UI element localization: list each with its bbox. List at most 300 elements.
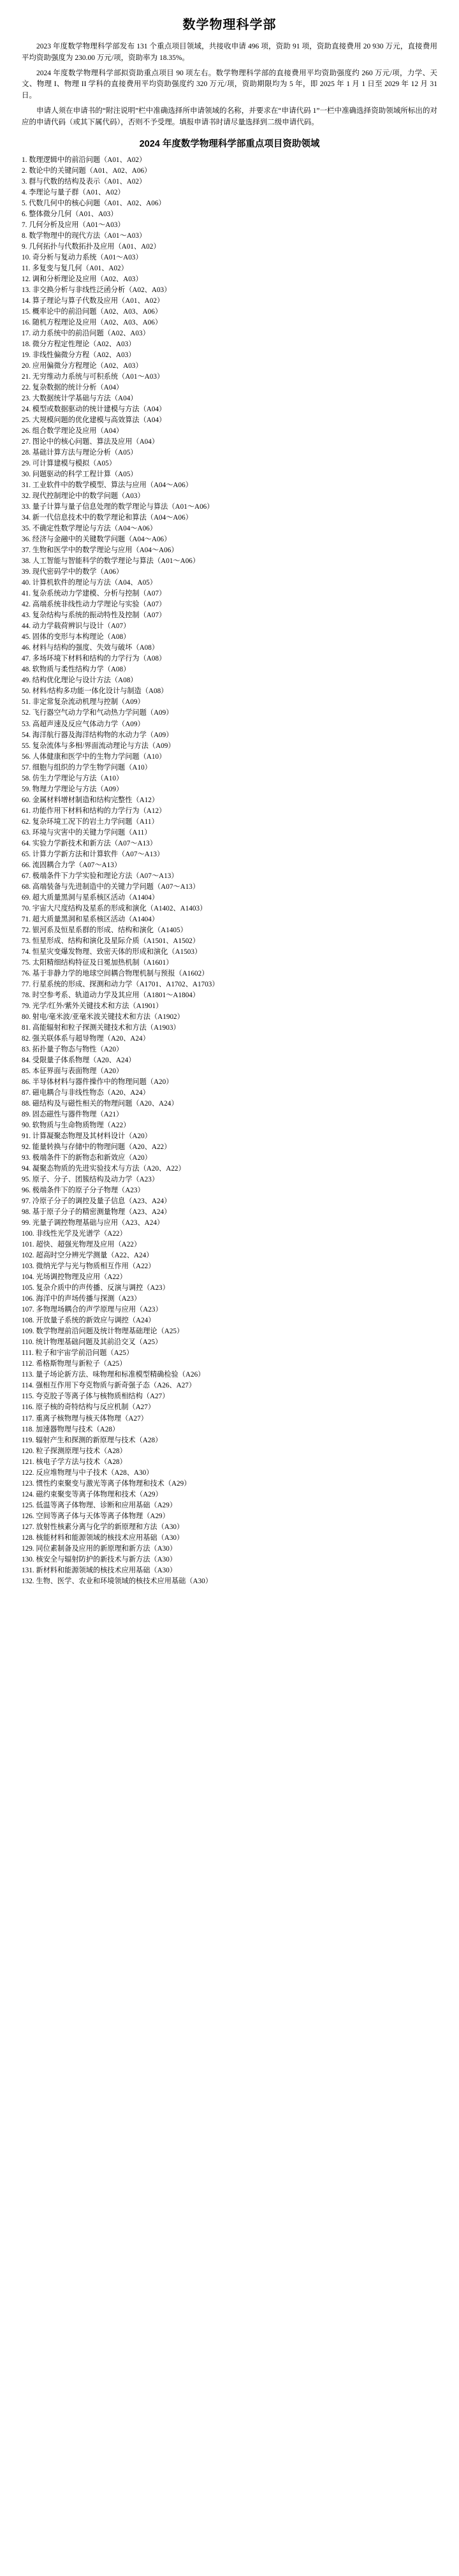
- list-item-label: 复杂结构与系统的振动特性及控制（A07）: [32, 611, 166, 620]
- list-item: [22, 1142, 437, 1153]
- list-item: [22, 578, 437, 589]
- list-item-label: 核电子学方法与技术（A28）: [36, 1458, 127, 1466]
- list-item: [22, 1218, 437, 1229]
- list-item-number: 107.: [22, 1306, 34, 1314]
- list-item: [22, 643, 437, 654]
- list-item-label: 固体的变形与本构理论（A08）: [32, 633, 131, 641]
- list-item: [22, 1109, 437, 1120]
- list-item-number: 33.: [22, 503, 31, 511]
- list-item-number: 42.: [22, 601, 31, 609]
- list-item: [22, 1023, 437, 1034]
- list-item: [22, 1185, 437, 1196]
- list-item: [22, 719, 437, 730]
- list-item-number: 67.: [22, 872, 31, 880]
- list-item-label: 极端条件下力学实验和理论方法（A07～A13）: [32, 872, 178, 880]
- list-item: [22, 1175, 437, 1185]
- list-item-number: 112.: [22, 1360, 34, 1368]
- list-item-number: 69.: [22, 893, 31, 902]
- list-item: [22, 296, 437, 307]
- list-item-number: 14.: [22, 296, 31, 305]
- list-item: [22, 155, 437, 166]
- list-item-number: 30.: [22, 471, 31, 479]
- list-item-number: 56.: [22, 752, 31, 761]
- list-item: [22, 589, 437, 599]
- list-item-number: 111.: [22, 1349, 34, 1358]
- list-item-label: 无穷维动力系统与可积系统（A01～A03）: [32, 373, 164, 381]
- list-item: [22, 252, 437, 263]
- list-item-number: 35.: [22, 525, 31, 533]
- list-item-number: 77.: [22, 980, 31, 988]
- list-item-number: 121.: [22, 1458, 34, 1466]
- list-item-number: 132.: [22, 1577, 34, 1585]
- list-item-number: 7.: [22, 221, 27, 229]
- list-item-number: 41.: [22, 590, 31, 598]
- list-item: [22, 242, 437, 252]
- intro-paragraph-2: 2024 年度数学物理科学部拟资助重点项目 90 项左右。数学物理科学部的直接费用平均资助强度约 260 万元/项，力学、天文、物理 I、物理 II 学科的直接费用平均资助强度约 320 万元/项，资助期限均为 5 年，即 2025 年 1 月 1 日至 2029 年 12 月 31 日。: [22, 69, 437, 100]
- list-item-label: 计算力学新方法和计算软件（A07～A13）: [32, 850, 164, 858]
- list-item-number: 108.: [22, 1317, 34, 1325]
- list-item-number: 39.: [22, 568, 31, 576]
- list-item-label: 恒星形成、结构和演化及星际介质（A1501、A1502）: [32, 937, 200, 945]
- list-item-number: 128.: [22, 1533, 34, 1542]
- list-item-number: 25.: [22, 416, 31, 425]
- list-item-number: 104.: [22, 1273, 34, 1282]
- list-item-label: 光场调控物理及应用（A22）: [36, 1273, 127, 1282]
- list-item-label: 实验力学新技术和新方法（A07～A13）: [32, 839, 157, 847]
- list-item-label: 光量子调控物理基础与应用（A23、A24）: [32, 1219, 164, 1227]
- list-item: [22, 1055, 437, 1066]
- list-item: [22, 534, 437, 545]
- list-item-label: 多复变与复几何（A01、A02）: [32, 264, 128, 272]
- list-item-label: 超快、超强光物理及应用（A22）: [36, 1241, 142, 1249]
- list-item-label: 高超声速及反应气体动力学（A09）: [32, 720, 145, 728]
- list-item: [22, 372, 437, 383]
- list-item-number: 110.: [22, 1338, 34, 1347]
- list-item: [22, 1500, 437, 1511]
- list-item-number: 115.: [22, 1393, 34, 1401]
- list-item-label: 飞行器空气动力学和气动热力学问题（A09）: [32, 709, 173, 717]
- list-item-label: 计算凝聚态物理及其材料设计（A20）: [32, 1132, 152, 1141]
- list-item: [22, 1315, 437, 1326]
- list-item-label: 恒星灾变爆发物理、致密天体的形成和演化（A1503）: [32, 948, 202, 956]
- list-item: [22, 1294, 437, 1305]
- list-item-number: 96.: [22, 1187, 31, 1195]
- list-item-label: 夸克胶子等离子体与核物质相结构（A27）: [35, 1393, 170, 1401]
- list-item-number: 60.: [22, 796, 31, 804]
- list-item-label: 几何拓扑与代数拓扑及应用（A01、A02）: [29, 242, 161, 251]
- list-item: [22, 1044, 437, 1055]
- list-item-number: 38.: [22, 557, 31, 566]
- list-item: [22, 339, 437, 350]
- list-item-number: 11.: [22, 264, 31, 272]
- list-item-number: 34.: [22, 514, 31, 522]
- list-item-number: 32.: [22, 492, 31, 501]
- list-item: [22, 1522, 437, 1533]
- list-item-label: 人体健康和医学中的生物力学问题（A10）: [32, 752, 166, 761]
- list-item: [22, 1468, 437, 1479]
- list-item-label: 材料/结构多功能一体化设计与制造（A08）: [32, 687, 168, 696]
- list-item: [22, 448, 437, 458]
- list-item: [22, 664, 437, 675]
- list-item-number: 50.: [22, 687, 31, 696]
- list-item: [22, 838, 437, 849]
- list-item-number: 54.: [22, 731, 31, 739]
- list-item-number: 29.: [22, 460, 31, 468]
- list-item-number: 109.: [22, 1328, 34, 1336]
- list-item: [22, 1283, 437, 1294]
- list-item-label: 强相互作用下夸克物质与新奇强子态（A26、A27）: [35, 1382, 196, 1390]
- list-item-label: 问题驱动的科学工程计算（A05）: [32, 471, 138, 479]
- list-item-number: 85.: [22, 1067, 31, 1075]
- list-item-label: 多场环境下材料和结构的力学行为（A08）: [32, 655, 166, 663]
- list-item-number: 102.: [22, 1252, 34, 1260]
- list-item-label: 数论中的关键问题（A01、A02、A06）: [29, 166, 152, 175]
- list-item: [22, 1196, 437, 1207]
- list-item: [22, 177, 437, 187]
- list-item-number: 105.: [22, 1284, 34, 1292]
- list-item-number: 16.: [22, 318, 31, 326]
- list-item-label: 固态磁性与器件物理（A21）: [32, 1111, 124, 1119]
- list-item-number: 129.: [22, 1544, 34, 1553]
- list-item-label: 原子核的奇特结构与反应机制（A27）: [35, 1403, 156, 1412]
- list-item: [22, 1402, 437, 1413]
- list-item-number: 23.: [22, 395, 31, 403]
- list-item-label: 惯性约束聚变与激光等离子体物理和技术（A29）: [36, 1479, 191, 1488]
- list-item-number: 81.: [22, 1023, 31, 1032]
- list-item: [22, 773, 437, 784]
- list-item-number: 58.: [22, 774, 31, 782]
- list-item-number: 86.: [22, 1078, 31, 1087]
- list-item-number: 127.: [22, 1523, 34, 1531]
- list-item-number: 131.: [22, 1566, 34, 1574]
- list-item: [22, 469, 437, 480]
- list-item: [22, 198, 437, 209]
- list-item: [22, 1359, 437, 1370]
- list-item-label: 群与代数的结构及表示（A01、A02）: [29, 177, 147, 186]
- list-item: [22, 1034, 437, 1044]
- list-item-number: 44.: [22, 622, 31, 631]
- list-item-label: 多物理场耦合的声学原理与应用（A23）: [36, 1306, 163, 1314]
- list-item-number: 79.: [22, 1002, 31, 1010]
- list-item-number: 28.: [22, 449, 31, 457]
- list-item-number: 130.: [22, 1555, 34, 1563]
- list-item: [22, 1555, 437, 1565]
- list-item: [22, 849, 437, 860]
- list-item: [22, 1207, 437, 1218]
- list-item-number: 22.: [22, 384, 31, 392]
- list-item-label: 超大质量黑洞和星系核区活动（A1404）: [32, 915, 159, 923]
- list-item: [22, 806, 437, 817]
- list-item-number: 61.: [22, 807, 31, 815]
- list-item-label: 核能材料和能源领域的核技术应用基础（A30）: [36, 1533, 184, 1542]
- list-item: [22, 599, 437, 610]
- list-item-number: 89.: [22, 1111, 31, 1119]
- list-item-label: 李理论与量子群（A01、A02）: [29, 188, 125, 196]
- list-item-label: 海洋航行器及海洋结构物的水动力学（A09）: [32, 731, 173, 739]
- list-item-label: 粒子探测原理与技术（A28）: [36, 1447, 127, 1455]
- list-item-number: 74.: [22, 948, 31, 956]
- list-item-number: 20.: [22, 362, 31, 370]
- list-item-number: 73.: [22, 937, 31, 945]
- list-item-label: 数学物理前沿问题及统计物理基础理论（A25）: [36, 1328, 184, 1336]
- list-item: [22, 404, 437, 415]
- list-item-label: 数学物理中的现代方法（A01～A03）: [29, 231, 147, 240]
- list-item-label: 高能辐射和粒子探测关键技术和方法（A1903）: [32, 1023, 180, 1032]
- list-item-label: 概率论中的前沿问题（A02、A03、A06）: [32, 307, 163, 316]
- list-item: [22, 1272, 437, 1283]
- list-item: [22, 1479, 437, 1489]
- list-item-number: 12.: [22, 275, 31, 283]
- list-item: [22, 925, 437, 936]
- list-item-number: 15.: [22, 307, 31, 316]
- list-item-label: 量子计算与量子信息处理的数学理论与算法（A01～A06）: [32, 503, 214, 511]
- list-item-label: 非线性光学及光谱学（A22）: [36, 1230, 127, 1238]
- list-item: [22, 697, 437, 708]
- list-item-number: 106.: [22, 1295, 34, 1303]
- list-item-number: 8.: [22, 231, 27, 240]
- list-item: [22, 328, 437, 339]
- list-item: [22, 1099, 437, 1109]
- list-item: [22, 1088, 437, 1099]
- list-item: [22, 426, 437, 437]
- list-item: [22, 1077, 437, 1088]
- list-item-label: 环境与灾害中的关键力学问题（A11）: [32, 828, 152, 837]
- list-item: [22, 480, 437, 491]
- list-item-label: 能量转换与存储中的物理问题（A20、A22）: [32, 1143, 171, 1152]
- list-item-label: 现代控制理论中的数学问题（A03）: [32, 492, 145, 501]
- list-item-number: 87.: [22, 1089, 31, 1097]
- list-item-number: 114.: [22, 1382, 34, 1390]
- list-item-number: 88.: [22, 1100, 31, 1108]
- list-item-label: 拓扑量子物态与物性（A20）: [32, 1045, 124, 1053]
- list-item-label: 流固耦合力学（A07～A13）: [32, 861, 122, 869]
- list-item-number: 125.: [22, 1501, 34, 1509]
- list-item-label: 高端装备与先进制造中的关键力学问题（A07～A13）: [32, 882, 200, 891]
- list-item-number: 51.: [22, 698, 31, 706]
- list-item-label: 极端条件下的新物态和新效应（A20）: [32, 1154, 152, 1162]
- list-item-number: 83.: [22, 1045, 31, 1053]
- list-item: [22, 1576, 437, 1587]
- list-item: [22, 187, 437, 198]
- list-item-label: 半导体材料与器件操作中的物理问题（A20）: [32, 1078, 173, 1087]
- list-item-label: 人工智能与智能科学的数学理论与算法（A01～A06）: [32, 557, 200, 566]
- list-item: [22, 513, 437, 523]
- list-item-number: 124.: [22, 1490, 34, 1498]
- list-item-number: 80.: [22, 1013, 31, 1021]
- list-item: [22, 350, 437, 361]
- list-item-label: 加速器物理与技术（A28）: [35, 1425, 120, 1433]
- list-item-label: 复杂流体与多相/界面流动理论与方法（A09）: [32, 742, 175, 750]
- list-item-number: 84.: [22, 1056, 31, 1064]
- list-item-label: 工业软件中的数学模型、算法与应用（A04～A06）: [32, 481, 193, 490]
- list-item-label: 材料与结构的强度、失效与破坏（A08）: [32, 644, 159, 652]
- list-item-label: 现代密码学中的数学（A06）: [32, 568, 124, 576]
- list-item: [22, 708, 437, 719]
- list-item: [22, 621, 437, 632]
- list-item: [22, 1424, 437, 1435]
- list-item-number: 120.: [22, 1447, 34, 1455]
- list-item: [22, 1250, 437, 1261]
- list-item-label: 非线性偏微分方程（A02、A03）: [32, 351, 136, 359]
- list-item: [22, 730, 437, 741]
- list-item-number: 26.: [22, 427, 31, 435]
- list-item-label: 不确定性数学理论与方法（A04～A06）: [32, 525, 157, 533]
- list-item-label: 时空参考系、轨道动力学及其应用（A1801～A1804）: [32, 991, 200, 999]
- list-item-number: 126.: [22, 1512, 34, 1520]
- list-item-number: 27.: [22, 438, 31, 446]
- list-item: [22, 914, 437, 925]
- list-item-number: 122.: [22, 1468, 34, 1477]
- list-item-label: 基础计算方法与理论分析（A05）: [32, 449, 138, 457]
- funding-areas-list: [22, 155, 437, 1587]
- list-item: [22, 632, 437, 643]
- list-item-label: 图论中的核心问题、算法及应用（A04）: [32, 438, 159, 446]
- list-item: [22, 220, 437, 231]
- list-item-label: 功能作用下材料和结构的力学行为（A12）: [32, 807, 166, 815]
- list-item: [22, 523, 437, 534]
- list-item: [22, 882, 437, 893]
- list-item: [22, 1153, 437, 1164]
- list-item-number: 4.: [22, 188, 27, 196]
- list-item-number: 119.: [22, 1436, 34, 1444]
- list-item-number: 45.: [22, 633, 31, 641]
- list-item-number: 55.: [22, 742, 31, 750]
- list-item-number: 92.: [22, 1143, 31, 1152]
- list-item-label: 金属材料增材制造和结构完整性（A12）: [32, 796, 159, 804]
- list-item-number: 2.: [22, 166, 27, 175]
- list-item-label: 算子理论与算子代数及应用（A01、A02）: [32, 296, 164, 305]
- list-item-number: 5.: [22, 199, 27, 207]
- list-item: [22, 1348, 437, 1359]
- list-item: [22, 1066, 437, 1077]
- list-item-label: 基于原子分子的精密测量物理（A23、A24）: [32, 1208, 171, 1217]
- list-item: [22, 990, 437, 1001]
- list-item: [22, 763, 437, 773]
- intro-paragraph-1: 2023 年度数学物理科学部发布 131 个重点项目领域，共接收申请 496 项，资助 91 项，资助直接费用 20 930 万元，直接费用平均资助强度为 230.00 万元/项，资助率为 18.35%。: [22, 43, 437, 62]
- list-item: [22, 1414, 437, 1424]
- list-item-number: 63.: [22, 828, 31, 837]
- list-item-label: 整体微分几何（A01、A03）: [29, 210, 118, 218]
- list-item-number: 101.: [22, 1241, 34, 1249]
- list-item-label: 数理逻辑中的前沿问题（A01、A02）: [29, 156, 147, 164]
- list-item: [22, 1446, 437, 1457]
- list-item-number: 93.: [22, 1154, 31, 1162]
- list-item: [22, 1337, 437, 1348]
- list-item-number: 53.: [22, 720, 31, 728]
- list-item-label: 冷原子分子的调控及量子信息（A23、A24）: [32, 1197, 171, 1206]
- list-item-label: 仿生力学理论与方法（A10）: [32, 774, 124, 782]
- list-item: [22, 285, 437, 296]
- list-item-label: 受限量子体系物理（A20、A24）: [32, 1056, 136, 1064]
- list-item-label: 宇宙大尺度结构及星系的形成和演化（A1402、A1403）: [32, 904, 207, 912]
- list-item-label: 生物和医学中的数学理论与应用（A04～A06）: [32, 546, 178, 555]
- list-item: [22, 1565, 437, 1576]
- list-item: [22, 1240, 437, 1250]
- list-item-label: 磁约束聚变等离子体物理和技术（A29）: [36, 1490, 163, 1498]
- list-item: [22, 1326, 437, 1337]
- list-item: [22, 860, 437, 871]
- list-item-number: 17.: [22, 329, 31, 337]
- list-item-number: 19.: [22, 351, 31, 359]
- list-item-number: 1.: [22, 156, 27, 164]
- list-item-number: 18.: [22, 340, 31, 348]
- list-item-label: 高端系统非线性动力学理论与实验（A07）: [32, 601, 166, 609]
- list-item: [22, 904, 437, 914]
- list-item-label: 随机方程理论及应用（A02、A03、A06）: [32, 318, 163, 326]
- list-item: [22, 491, 437, 502]
- list-item-label: 太阳精细结构特征及日冕加热机制（A1601）: [32, 958, 173, 967]
- list-item: [22, 817, 437, 828]
- list-item: [22, 437, 437, 448]
- list-item-label: 海洋中的声场传播与探测（A23）: [36, 1295, 142, 1303]
- list-item: [22, 784, 437, 795]
- list-item-number: 75.: [22, 958, 31, 967]
- list-item-label: 非交换分析与非线性泛函分析（A02、A03）: [32, 286, 171, 294]
- list-item: [22, 828, 437, 838]
- list-item: [22, 1457, 437, 1468]
- list-item-label: 磁结构及与磁性相关的物理问题（A20、A24）: [32, 1100, 178, 1108]
- list-item-number: 113.: [22, 1371, 34, 1379]
- list-item-number: 64.: [22, 839, 31, 847]
- list-item-number: 36.: [22, 536, 31, 544]
- list-item: [22, 231, 437, 242]
- list-item-label: 动力学载荷辨识与设计（A07）: [32, 622, 131, 631]
- list-item-number: 65.: [22, 850, 31, 858]
- list-item-label: 开放量子系统的新效应与调控（A24）: [36, 1317, 156, 1325]
- list-item-number: 10.: [22, 253, 31, 261]
- list-item: [22, 686, 437, 697]
- list-item-number: 47.: [22, 655, 31, 663]
- list-item-number: 99.: [22, 1219, 31, 1227]
- list-item-number: 100.: [22, 1230, 34, 1238]
- list-item-number: 57.: [22, 763, 31, 772]
- section-title: 2024 年度数学物理科学部重点项目资助领域: [139, 138, 320, 149]
- list-item-number: 68.: [22, 882, 31, 891]
- list-item-number: 118.: [22, 1425, 34, 1433]
- list-item-label: 复杂系统动力学建模、分析与控制（A07）: [32, 590, 166, 598]
- list-item-label: 磁电耦合与非线性物态（A20、A24）: [32, 1089, 150, 1097]
- list-item-number: 9.: [22, 242, 27, 251]
- list-item-number: 91.: [22, 1132, 31, 1141]
- list-item: [22, 1511, 437, 1522]
- list-item-label: 微分方程定性理论（A02、A03）: [32, 340, 136, 348]
- list-item: [22, 1001, 437, 1012]
- list-item: [22, 556, 437, 567]
- list-item-label: 奇分析与复动力系统（A01～A03）: [32, 253, 143, 261]
- list-item-label: 粒子和宇宙学前沿问题（A25）: [35, 1349, 134, 1358]
- list-item-label: 复杂环境工况下的岩土力学问题（A11）: [32, 817, 159, 826]
- list-item: [22, 1120, 437, 1131]
- list-item-number: 70.: [22, 904, 31, 912]
- list-item-label: 强关联体系与超导物理（A20、A24）: [32, 1034, 150, 1043]
- list-item-label: 统计物理基础问题及其前沿交叉（A25）: [35, 1338, 163, 1347]
- list-item: [22, 1544, 437, 1555]
- list-item: [22, 610, 437, 621]
- list-item-number: 98.: [22, 1208, 31, 1217]
- list-item: [22, 307, 437, 318]
- list-item-label: 辐射产生和探测的新原理与技术（A28）: [35, 1436, 163, 1444]
- list-item: [22, 502, 437, 513]
- list-item-number: 117.: [22, 1414, 34, 1423]
- list-item-label: 大规模问题的优化建模与高效算法（A04）: [32, 416, 166, 425]
- list-item: [22, 871, 437, 882]
- list-item-number: 116.: [22, 1403, 34, 1412]
- list-item: [22, 1164, 437, 1175]
- list-item: [22, 1012, 437, 1023]
- list-item-label: 银河系及恒星系群的形成、结构和演化（A1405）: [32, 926, 187, 934]
- list-item-label: 核安全与辐射防护的新技术与新方法（A30）: [36, 1555, 177, 1563]
- list-item-number: 37.: [22, 546, 31, 555]
